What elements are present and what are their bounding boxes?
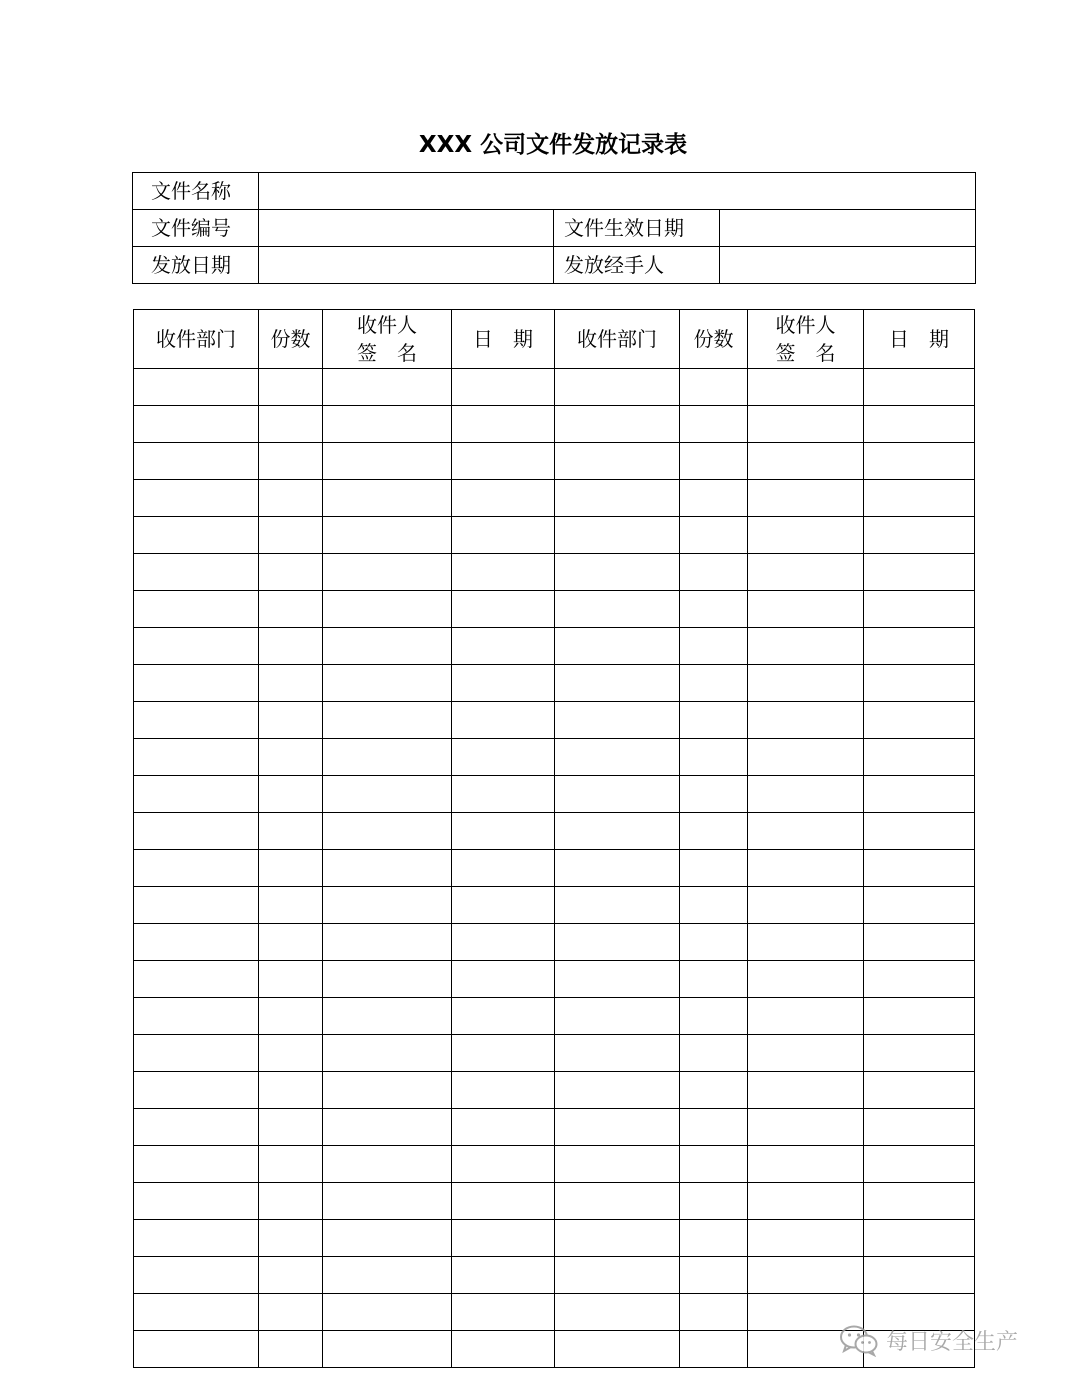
date-cell-right[interactable] (864, 517, 975, 554)
copies-cell-right[interactable] (680, 1257, 748, 1294)
dept-cell-left[interactable] (134, 443, 259, 480)
signature-cell-left[interactable] (323, 924, 452, 961)
copies-cell-left[interactable] (259, 1109, 323, 1146)
date-cell-right[interactable] (864, 554, 975, 591)
signature-cell-right[interactable] (748, 924, 864, 961)
dept-cell-left[interactable] (134, 1220, 259, 1257)
date-cell-left[interactable] (452, 702, 555, 739)
dept-cell-left[interactable] (134, 1146, 259, 1183)
signature-cell-left[interactable] (323, 1294, 452, 1331)
dept-cell-left[interactable] (134, 887, 259, 924)
signature-cell-right[interactable] (748, 776, 864, 813)
copies-cell-left[interactable] (259, 628, 323, 665)
date-cell-left[interactable] (452, 961, 555, 998)
date-cell-right[interactable] (864, 480, 975, 517)
date-cell-left[interactable] (452, 813, 555, 850)
copies-cell-right[interactable] (680, 665, 748, 702)
signature-cell-right[interactable] (748, 1035, 864, 1072)
copies-cell-left[interactable] (259, 1257, 323, 1294)
watermark (838, 1318, 1058, 1362)
signature-cell-right[interactable] (748, 1072, 864, 1109)
copies-cell-left[interactable] (259, 1146, 323, 1183)
signature-cell-right[interactable] (748, 998, 864, 1035)
signature-cell-right[interactable] (748, 739, 864, 776)
signature-cell-left[interactable] (323, 554, 452, 591)
dept-cell-left[interactable] (134, 776, 259, 813)
signature-cell-right[interactable] (748, 517, 864, 554)
copies-cell-right[interactable] (680, 406, 748, 443)
table-row (134, 739, 975, 776)
issue-date-row (133, 247, 976, 284)
signature-cell-right[interactable] (748, 1109, 864, 1146)
signature-cell-left[interactable] (323, 1072, 452, 1109)
dept-cell-right[interactable] (555, 998, 680, 1035)
dept-cell-right[interactable] (555, 1146, 680, 1183)
signature-cell-left[interactable] (323, 1220, 452, 1257)
date-cell-right[interactable] (864, 924, 975, 961)
copies-cell-right[interactable] (680, 702, 748, 739)
signature-cell-right[interactable] (748, 813, 864, 850)
header-dept-left: 收件部门 (134, 310, 259, 369)
date-cell-left[interactable] (452, 1220, 555, 1257)
signature-cell-right[interactable] (748, 702, 864, 739)
signature-cell-left[interactable] (323, 628, 452, 665)
table-row (134, 665, 975, 702)
signature-cell-left[interactable] (323, 406, 452, 443)
dept-cell-left[interactable] (134, 369, 259, 406)
distribution-body (134, 369, 975, 1368)
header-copies-right: 份数 (680, 310, 748, 369)
copies-cell-left[interactable] (259, 1220, 323, 1257)
table-row (134, 702, 975, 739)
signature-cell-right[interactable] (748, 1146, 864, 1183)
dept-cell-left[interactable] (134, 480, 259, 517)
dept-cell-right[interactable] (555, 443, 680, 480)
dept-cell-left[interactable] (134, 961, 259, 998)
file-name-field[interactable] (259, 173, 976, 210)
file-number-label: 文件编号 (133, 210, 259, 247)
signature-cell-right[interactable] (748, 554, 864, 591)
copies-cell-left[interactable] (259, 517, 323, 554)
dept-cell-right[interactable] (555, 591, 680, 628)
copies-cell-right[interactable] (680, 443, 748, 480)
signature-cell-right[interactable] (748, 887, 864, 924)
signature-cell-left[interactable] (323, 739, 452, 776)
header-recipient-line1: 收件人 (775, 313, 836, 337)
handler-field[interactable] (720, 247, 976, 284)
date-cell-right[interactable] (864, 961, 975, 998)
copies-cell-right[interactable] (680, 554, 748, 591)
dept-cell-right[interactable] (555, 628, 680, 665)
copies-cell-left[interactable] (259, 813, 323, 850)
watermark-text: 每日安全生产 (886, 1329, 1019, 1355)
date-cell-right[interactable] (864, 1183, 975, 1220)
date-cell-left[interactable] (452, 554, 555, 591)
issue-date-field[interactable] (259, 247, 554, 284)
copies-cell-right[interactable] (680, 1331, 748, 1368)
date-cell-left[interactable] (452, 443, 555, 480)
copies-cell-right[interactable] (680, 813, 748, 850)
copies-cell-right[interactable] (680, 998, 748, 1035)
date-cell-left[interactable] (452, 1331, 555, 1368)
copies-cell-right[interactable] (680, 628, 748, 665)
signature-cell-left[interactable] (323, 517, 452, 554)
dept-cell-right[interactable] (555, 665, 680, 702)
copies-cell-right[interactable] (680, 1294, 748, 1331)
dept-cell-left[interactable] (134, 665, 259, 702)
date-cell-right[interactable] (864, 776, 975, 813)
table-row (134, 369, 975, 406)
dept-cell-right[interactable] (555, 776, 680, 813)
dept-cell-right[interactable] (555, 554, 680, 591)
signature-cell-left[interactable] (323, 665, 452, 702)
dept-cell-right[interactable] (555, 1294, 680, 1331)
copies-cell-right[interactable] (680, 924, 748, 961)
signature-cell-left[interactable] (323, 702, 452, 739)
dept-cell-right[interactable] (555, 961, 680, 998)
dept-cell-right[interactable] (555, 1109, 680, 1146)
copies-cell-left[interactable] (259, 850, 323, 887)
dept-cell-left[interactable] (134, 702, 259, 739)
signature-cell-right[interactable] (748, 665, 864, 702)
signature-cell-left[interactable] (323, 1146, 452, 1183)
dept-cell-left[interactable] (134, 1035, 259, 1072)
copies-cell-left[interactable] (259, 554, 323, 591)
date-cell-right[interactable] (864, 1146, 975, 1183)
signature-cell-left[interactable] (323, 480, 452, 517)
copies-cell-left[interactable] (259, 702, 323, 739)
table-row (134, 1220, 975, 1257)
signature-cell-left[interactable] (323, 961, 452, 998)
dept-cell-right[interactable] (555, 1183, 680, 1220)
copies-cell-left[interactable] (259, 1035, 323, 1072)
distribution-header-row (134, 310, 975, 369)
date-cell-left[interactable] (452, 1183, 555, 1220)
table-row (134, 887, 975, 924)
table-row (134, 924, 975, 961)
date-cell-right[interactable] (864, 443, 975, 480)
date-cell-left[interactable] (452, 1294, 555, 1331)
dept-cell-right[interactable] (555, 517, 680, 554)
table-row (134, 628, 975, 665)
signature-cell-left[interactable] (323, 850, 452, 887)
date-cell-left[interactable] (452, 369, 555, 406)
copies-cell-right[interactable] (680, 1109, 748, 1146)
copies-cell-right[interactable] (680, 739, 748, 776)
date-cell-right[interactable] (864, 850, 975, 887)
date-cell-left[interactable] (452, 887, 555, 924)
dept-cell-left[interactable] (134, 554, 259, 591)
copies-cell-right[interactable] (680, 776, 748, 813)
signature-cell-right[interactable] (748, 1257, 864, 1294)
header-recipient-line2: 签 名 (357, 341, 417, 365)
signature-cell-right[interactable] (748, 961, 864, 998)
dept-cell-left[interactable] (134, 1294, 259, 1331)
date-cell-right[interactable] (864, 702, 975, 739)
file-number-row (133, 210, 976, 247)
distribution-table (133, 309, 975, 1368)
signature-cell-right[interactable] (748, 406, 864, 443)
copies-cell-right[interactable] (680, 517, 748, 554)
date-cell-left[interactable] (452, 850, 555, 887)
dept-cell-left[interactable] (134, 1109, 259, 1146)
dept-cell-right[interactable] (555, 1072, 680, 1109)
signature-cell-left[interactable] (323, 776, 452, 813)
date-cell-right[interactable] (864, 1109, 975, 1146)
dept-cell-left[interactable] (134, 850, 259, 887)
dept-cell-right[interactable] (555, 1257, 680, 1294)
date-cell-left[interactable] (452, 480, 555, 517)
dept-cell-right[interactable] (555, 1220, 680, 1257)
signature-cell-right[interactable] (748, 1220, 864, 1257)
header-dept-right: 收件部门 (555, 310, 680, 369)
signature-cell-right[interactable] (748, 1183, 864, 1220)
copies-cell-left[interactable] (259, 1294, 323, 1331)
dept-cell-right[interactable] (555, 850, 680, 887)
signature-cell-left[interactable] (323, 1109, 452, 1146)
dept-cell-right[interactable] (555, 813, 680, 850)
dept-cell-right[interactable] (555, 924, 680, 961)
dept-cell-left[interactable] (134, 813, 259, 850)
signature-cell-left[interactable] (323, 887, 452, 924)
copies-cell-left[interactable] (259, 961, 323, 998)
copies-cell-right[interactable] (680, 1220, 748, 1257)
effective-date-field[interactable] (720, 210, 976, 247)
date-cell-left[interactable] (452, 998, 555, 1035)
header-recipient-right (748, 310, 864, 369)
copies-cell-right[interactable] (680, 1035, 748, 1072)
table-row (134, 998, 975, 1035)
table-row (134, 1183, 975, 1220)
header-recipient-line2: 签 名 (775, 341, 836, 365)
header-recipient-line1: 收件人 (357, 313, 417, 337)
date-cell-left[interactable] (452, 1109, 555, 1146)
copies-cell-left[interactable] (259, 591, 323, 628)
signature-cell-right[interactable] (748, 628, 864, 665)
file-name-label: 文件名称 (133, 173, 259, 210)
date-cell-right[interactable] (864, 1257, 975, 1294)
signature-cell-left[interactable] (323, 1183, 452, 1220)
copies-cell-right[interactable] (680, 850, 748, 887)
table-row (134, 554, 975, 591)
copies-cell-left[interactable] (259, 924, 323, 961)
dept-cell-left[interactable] (134, 1183, 259, 1220)
table-row (134, 813, 975, 850)
date-cell-right[interactable] (864, 887, 975, 924)
copies-cell-right[interactable] (680, 961, 748, 998)
copies-cell-right[interactable] (680, 887, 748, 924)
signature-cell-left[interactable] (323, 813, 452, 850)
copies-cell-right[interactable] (680, 1072, 748, 1109)
table-row (134, 517, 975, 554)
dept-cell-left[interactable] (134, 517, 259, 554)
table-row (134, 1072, 975, 1109)
date-cell-right[interactable] (864, 813, 975, 850)
date-cell-right[interactable] (864, 1035, 975, 1072)
table-row (134, 1109, 975, 1146)
signature-cell-right[interactable] (748, 443, 864, 480)
dept-cell-left[interactable] (134, 1331, 259, 1368)
signature-cell-right[interactable] (748, 480, 864, 517)
date-cell-right[interactable] (864, 739, 975, 776)
copies-cell-left[interactable] (259, 1072, 323, 1109)
date-cell-left[interactable] (452, 924, 555, 961)
copies-cell-left[interactable] (259, 1331, 323, 1368)
date-cell-left[interactable] (452, 1072, 555, 1109)
date-cell-left[interactable] (452, 628, 555, 665)
header-recipient-left (323, 310, 452, 369)
file-number-field[interactable] (259, 210, 554, 247)
signature-cell-left[interactable] (323, 1331, 452, 1368)
date-cell-left[interactable] (452, 517, 555, 554)
table-row (134, 850, 975, 887)
copies-cell-right[interactable] (680, 591, 748, 628)
signature-cell-right[interactable] (748, 850, 864, 887)
dept-cell-left[interactable] (134, 998, 259, 1035)
copies-cell-left[interactable] (259, 1183, 323, 1220)
date-cell-left[interactable] (452, 406, 555, 443)
signature-cell-left[interactable] (323, 369, 452, 406)
file-name-row (133, 173, 976, 210)
table-row (134, 961, 975, 998)
dept-cell-left[interactable] (134, 739, 259, 776)
dept-cell-left[interactable] (134, 406, 259, 443)
dept-cell-right[interactable] (555, 887, 680, 924)
date-cell-left[interactable] (452, 665, 555, 702)
wechat-icon (838, 1323, 880, 1357)
copies-cell-left[interactable] (259, 369, 323, 406)
dept-cell-right[interactable] (555, 1035, 680, 1072)
date-cell-right[interactable] (864, 406, 975, 443)
dept-cell-right[interactable] (555, 1331, 680, 1368)
handler-label: 发放经手人 (554, 247, 720, 284)
dept-cell-right[interactable] (555, 739, 680, 776)
table-row (134, 776, 975, 813)
dept-cell-left[interactable] (134, 1257, 259, 1294)
date-cell-right[interactable] (864, 1220, 975, 1257)
date-cell-right[interactable] (864, 628, 975, 665)
date-cell-right[interactable] (864, 1072, 975, 1109)
dept-cell-right[interactable] (555, 702, 680, 739)
table-row (134, 591, 975, 628)
header-date-left: 日 期 (452, 310, 555, 369)
date-cell-right[interactable] (864, 369, 975, 406)
dept-cell-right[interactable] (555, 480, 680, 517)
copies-cell-right[interactable] (680, 1183, 748, 1220)
copies-cell-right[interactable] (680, 480, 748, 517)
signature-cell-right[interactable] (748, 591, 864, 628)
copies-cell-right[interactable] (680, 369, 748, 406)
date-cell-right[interactable] (864, 591, 975, 628)
dept-cell-right[interactable] (555, 369, 680, 406)
date-cell-right[interactable] (864, 998, 975, 1035)
date-cell-left[interactable] (452, 1257, 555, 1294)
signature-cell-left[interactable] (323, 1257, 452, 1294)
issue-date-label: 发放日期 (133, 247, 259, 284)
file-info-table (132, 172, 976, 284)
date-cell-left[interactable] (452, 776, 555, 813)
dept-cell-left[interactable] (134, 591, 259, 628)
copies-cell-left[interactable] (259, 776, 323, 813)
signature-cell-left[interactable] (323, 998, 452, 1035)
copies-cell-left[interactable] (259, 665, 323, 702)
table-row (134, 480, 975, 517)
signature-cell-left[interactable] (323, 443, 452, 480)
effective-date-label: 文件生效日期 (554, 210, 720, 247)
dept-cell-right[interactable] (555, 406, 680, 443)
table-row (134, 443, 975, 480)
date-cell-left[interactable] (452, 739, 555, 776)
page-title: XXX 公司文件发放记录表 (418, 132, 688, 158)
dept-cell-left[interactable] (134, 1072, 259, 1109)
copies-cell-left[interactable] (259, 443, 323, 480)
header-date-right: 日 期 (864, 310, 975, 369)
table-row (134, 1257, 975, 1294)
header-copies-left: 份数 (259, 310, 323, 369)
copies-cell-left[interactable] (259, 998, 323, 1035)
copies-cell-left[interactable] (259, 739, 323, 776)
dept-cell-left[interactable] (134, 628, 259, 665)
date-cell-left[interactable] (452, 1035, 555, 1072)
dept-cell-left[interactable] (134, 924, 259, 961)
copies-cell-left[interactable] (259, 406, 323, 443)
date-cell-left[interactable] (452, 1146, 555, 1183)
table-row (134, 1146, 975, 1183)
signature-cell-left[interactable] (323, 1035, 452, 1072)
signature-cell-right[interactable] (748, 369, 864, 406)
table-row (134, 406, 975, 443)
copies-cell-left[interactable] (259, 480, 323, 517)
date-cell-right[interactable] (864, 665, 975, 702)
date-cell-left[interactable] (452, 591, 555, 628)
table-row (134, 1035, 975, 1072)
copies-cell-right[interactable] (680, 1146, 748, 1183)
copies-cell-left[interactable] (259, 887, 323, 924)
signature-cell-left[interactable] (323, 591, 452, 628)
